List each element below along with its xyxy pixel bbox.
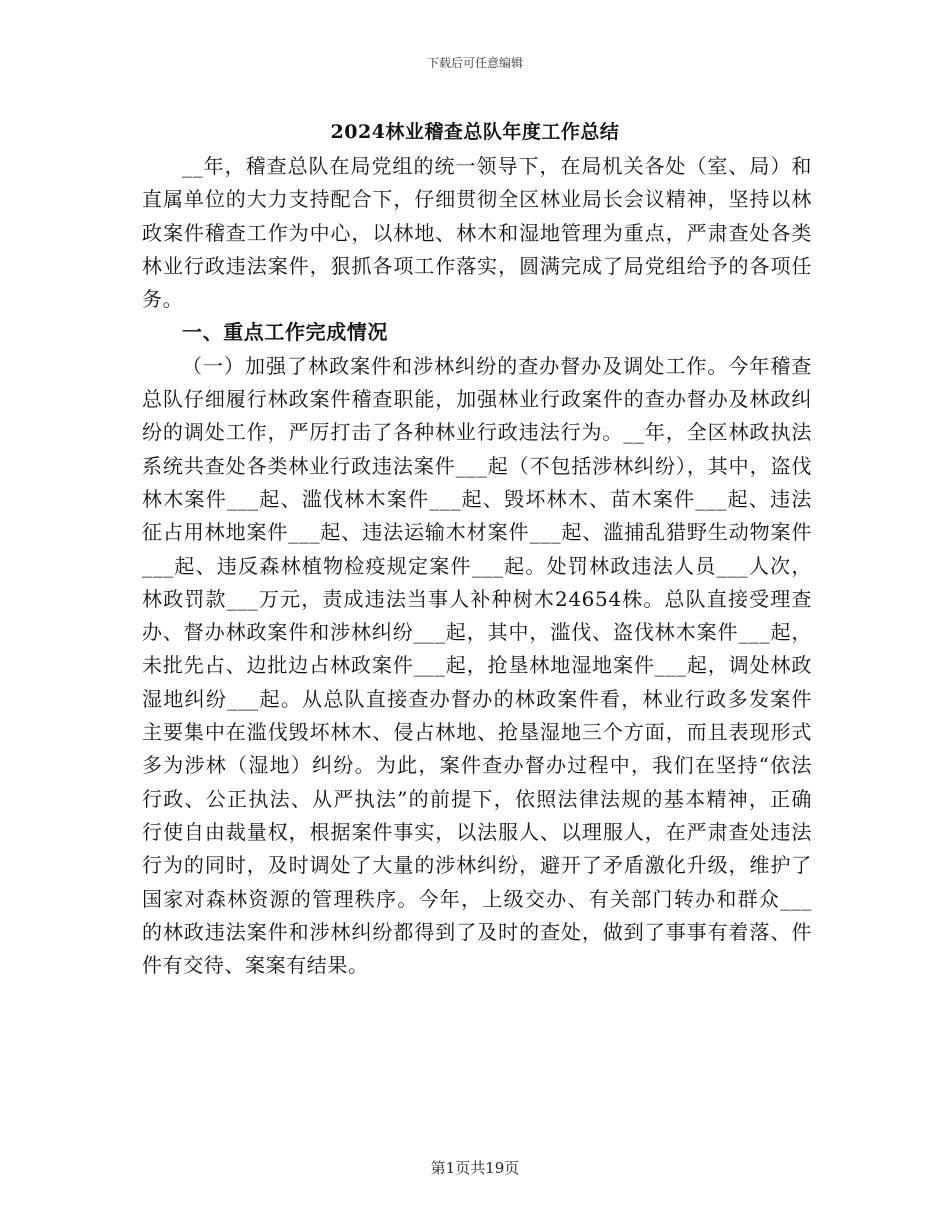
section-heading: 一、重点工作完成情况 — [182, 320, 388, 345]
page-number-footer: 第1页共19页 — [430, 1159, 520, 1177]
page-header-note: 下载后可任意编辑 — [426, 56, 523, 70]
document-title: 2024林业稽查总队年度工作总结 — [330, 121, 620, 143]
section-paragraph: （一）加强了林政案件和涉林纠纷的查办督办及调处工作。今年稽查总队仔细履行林政案件稽查职能，加强林业行政案件的查办督办及林政纠纷的调处工作，严厉打击了各种林业行政违法行为。__年，全区林政执法系统共查处各类林业行政违法案件___起（不包括涉林纠纷），其中，盗伐林木案件___起、滥伐林木案件___起、毁坏林木、苗木案件___起、违法征占用林地案件___起、违法运输木材案件___起、滥捕乱猎野生动物案件___起、违反森林植物检疫规定案件___起。处罚林政违法人员___人次，林政罚款___万元，责成违法当事人补种树木24654株。总队直接受理查办、督办林政案件和涉林纠纷___起，其中，滥伐、盗伐林木案件___起，未批先占、边批边占林政案件___起，抢垦林地湿地案件___起，调处林政湿地纠纷___起。从总队直接查办督办的林政案件看，林业行政多发案件主要集中在滥伐毁坏林木、侵占林地、抢垦湿地三个方面，而且表现形式多为涉林（湿地）纠纷。为此，案件查办督办过程中，我们在坚持“依法行政、公正执法、从严执法”的前提下，依照法律法规的基本精神，正确行使自由裁量权，根据案件事实，以法服人、以理服人，在严肃查处违法行为的同时，及时调处了大量的涉林纠纷，避开了矛盾激化升级，维护了国家对森林资源的管理秩序。今年，上级交办、有关部门转办和群众___的林政违法案件和涉林纠纷都得到了及时的查处，做到了事事有着落、件件有交待、案案有结果。 — [142, 353, 812, 978]
intro-paragraph: __年，稽查总队在局党组的统一领导下，在局机关各处（室、局）和直属单位的大力支持配合下，仔细贯彻全区林业局长会议精神，坚持以林政案件稽查工作为中心，以林地、林木和湿地管理为重点，严肃查处各类林业行政违法案件，狠抓各项工作落实，圆满完成了局党组给予的各项任务。 — [142, 154, 812, 312]
document-body — [142, 150, 812, 982]
